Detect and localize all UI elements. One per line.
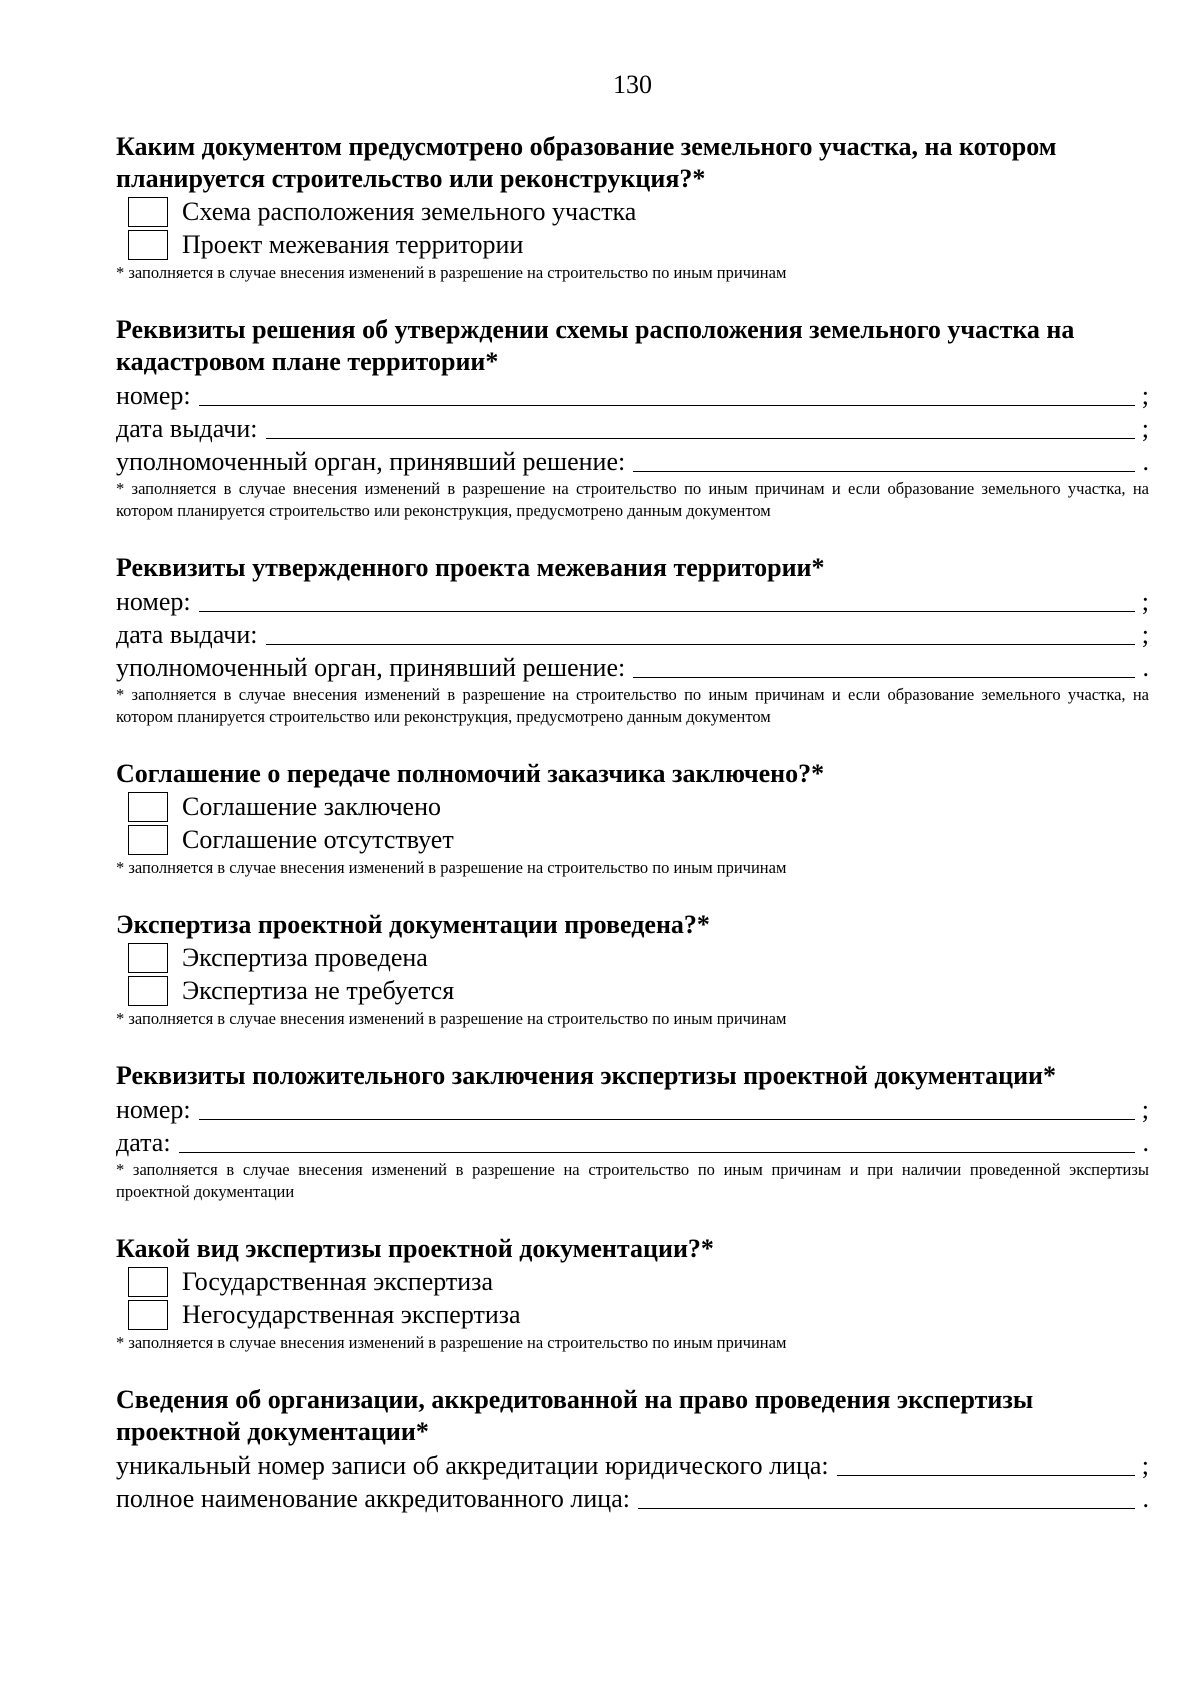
field-label: дата выдачи:: [116, 414, 258, 443]
form-content: [116, 131, 1149, 1544]
section-note: * заполняется в случае внесения изменений в разрешение на строительство по иным причинам и если образование земельного участка, на котором планируется строительство или реконструкция, предусмотрено данным документом: [116, 479, 1149, 520]
field-terminator: ;: [1141, 620, 1149, 649]
section-note: * заполняется в случае внесения изменений в разрешение на строительство по иным причинам: [116, 858, 787, 877]
option-list: [116, 195, 1149, 261]
section-note: * заполняется в случае внесения изменений в разрешение на строительство по иным причинам и если образование земельного участка, на котором планируется строительство или реконструкция, предусмотрено данным документом: [116, 685, 1149, 726]
section-note: * заполняется в случае внесения изменений в разрешение на строительство по иным причинам и при наличии проведенной экспертизы проектной документации: [116, 1160, 1149, 1201]
option-checkbox[interactable]: [128, 825, 168, 855]
field-terminator: ;: [1141, 414, 1149, 443]
option-list: [116, 941, 1149, 1007]
section-title: Реквизиты утвержденного проекта межевания территории*: [116, 553, 825, 582]
field-row: [116, 411, 1149, 444]
section-note: * заполняется в случае внесения изменений в разрешение на строительство по иным причинам: [116, 263, 787, 282]
option-checkbox[interactable]: [128, 230, 168, 260]
section-title: Какой вид экспертизы проектной документации?*: [116, 1234, 714, 1263]
field-terminator: ;: [1141, 1451, 1149, 1480]
field-input[interactable]: [199, 1095, 1135, 1120]
option-label: Схема расположения земельного участка: [182, 196, 637, 226]
form-section: [116, 909, 1149, 1030]
field-row: [116, 378, 1149, 411]
option-checkbox[interactable]: [128, 197, 168, 227]
option-item: [116, 228, 1149, 261]
field-terminator: .: [1142, 447, 1149, 476]
section-note: * заполняется в случае внесения изменений в разрешение на строительство по иным причинам: [116, 1333, 787, 1352]
field-label: дата выдачи:: [116, 620, 258, 649]
field-terminator: ;: [1141, 1095, 1149, 1124]
option-checkbox[interactable]: [128, 943, 168, 973]
section-title: Экспертиза проектной документации проведена?*: [116, 910, 710, 939]
section-note: * заполняется в случае внесения изменений в разрешение на строительство по иным причинам: [116, 1009, 787, 1028]
field-label: уникальный номер записи об аккредитации юридического лица:: [116, 1451, 829, 1480]
form-section: [116, 314, 1149, 522]
section-title: Каким документом предусмотрено образование земельного участка, на котором планируется строительство или реконструкция?*: [116, 132, 1057, 193]
field-terminator: .: [1142, 1484, 1149, 1513]
field-row: [116, 617, 1149, 650]
field-row: [116, 1092, 1149, 1125]
field-terminator: .: [1142, 653, 1149, 682]
form-section: [116, 758, 1149, 879]
field-input[interactable]: [837, 1451, 1135, 1476]
field-input[interactable]: [638, 1484, 1135, 1509]
field-terminator: ;: [1141, 381, 1149, 410]
field-row: [116, 650, 1149, 683]
option-list: [116, 1265, 1149, 1331]
option-label: Экспертиза проведена: [182, 942, 428, 972]
field-row: [116, 1481, 1149, 1514]
option-label: Соглашение заключено: [182, 791, 442, 821]
form-section: [116, 1384, 1149, 1514]
option-item: [116, 790, 1149, 823]
field-input[interactable]: [633, 447, 1135, 472]
field-row: [116, 444, 1149, 477]
field-label: уполномоченный орган, принявший решение:: [116, 653, 626, 682]
field-terminator: ;: [1141, 587, 1149, 616]
section-title: Соглашение о передаче полномочий заказчика заключено?*: [116, 759, 825, 788]
option-checkbox[interactable]: [128, 1300, 168, 1330]
form-section: [116, 552, 1149, 728]
field-input[interactable]: [179, 1128, 1135, 1153]
option-item: [116, 1298, 1149, 1331]
option-item: [116, 941, 1149, 974]
option-checkbox[interactable]: [128, 1267, 168, 1297]
option-label: Экспертиза не требуется: [182, 975, 455, 1005]
option-checkbox[interactable]: [128, 976, 168, 1006]
field-label: номер:: [116, 587, 191, 616]
field-label: номер:: [116, 381, 191, 410]
option-label: Соглашение отсутствует: [182, 824, 454, 854]
field-input[interactable]: [199, 381, 1135, 406]
option-label: Негосударственная экспертиза: [182, 1299, 521, 1329]
field-input[interactable]: [199, 587, 1135, 612]
option-item: [116, 823, 1149, 856]
section-title: Сведения об организации, аккредитованной на право проведения экспертизы проектной документации*: [116, 1385, 1034, 1446]
field-input[interactable]: [266, 414, 1135, 439]
field-label: уполномоченный орган, принявший решение:: [116, 447, 626, 476]
form-section: [116, 1060, 1149, 1203]
form-section: [116, 131, 1149, 284]
field-input[interactable]: [633, 653, 1135, 678]
field-input[interactable]: [266, 620, 1135, 645]
option-item: [116, 1265, 1149, 1298]
field-label: номер:: [116, 1095, 191, 1124]
field-row: [116, 584, 1149, 617]
option-checkbox[interactable]: [128, 792, 168, 822]
page-number: 130: [613, 70, 652, 99]
option-list: [116, 790, 1149, 856]
field-row: [116, 1125, 1149, 1158]
field-label: полное наименование аккредитованного лица:: [116, 1484, 630, 1513]
option-label: Проект межевания территории: [182, 229, 524, 259]
field-row: [116, 1448, 1149, 1481]
field-terminator: .: [1142, 1128, 1149, 1157]
section-title: Реквизиты решения об утверждении схемы расположения земельного участка на кадастровом плане территории*: [116, 315, 1075, 376]
option-item: [116, 195, 1149, 228]
form-section: [116, 1233, 1149, 1354]
option-label: Государственная экспертиза: [182, 1266, 493, 1296]
option-item: [116, 974, 1149, 1007]
field-label: дата:: [116, 1128, 171, 1157]
section-title: Реквизиты положительного заключения экспертизы проектной документации*: [116, 1061, 1057, 1090]
